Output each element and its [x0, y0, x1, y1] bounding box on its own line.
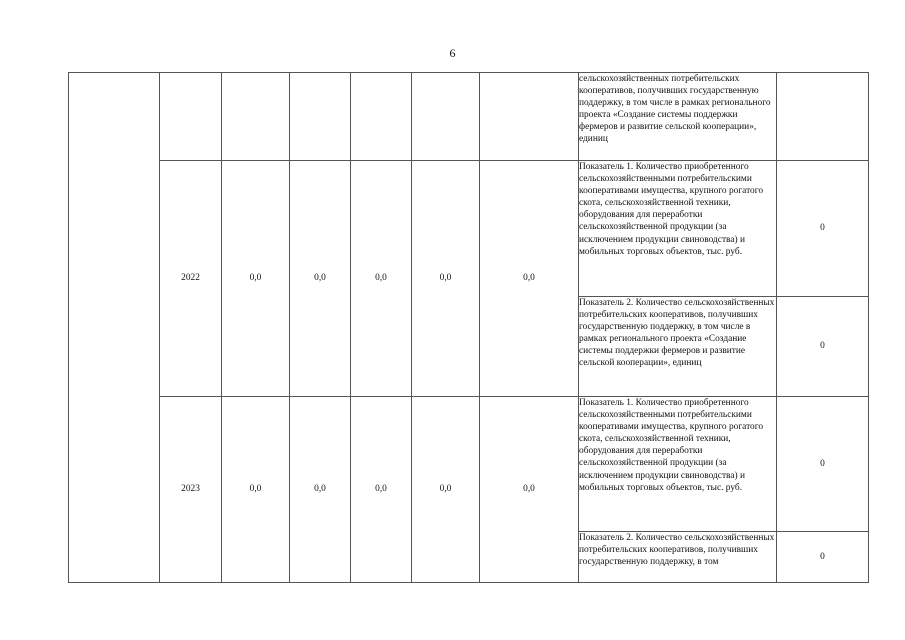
- indicator-text: Показатель 2. Количество сельскохозяйственных потребительских кооперативов, получивших государственную поддержку, в том числе в рамках регионального проекта «Создание системы поддержки фермеров и развитие сельской кооперации», единиц: [579, 297, 777, 397]
- funding-value: 0,0: [222, 161, 290, 397]
- funding-value: 0,0: [222, 397, 290, 583]
- indicator-value: 0: [777, 397, 869, 532]
- funding-value: 0,0: [351, 397, 412, 583]
- table-row: [69, 73, 869, 161]
- year-cell: 2023: [160, 397, 222, 583]
- indicator-value: 0: [777, 532, 869, 583]
- indicator-value: 0: [777, 161, 869, 297]
- funding-value: 0,0: [480, 397, 579, 583]
- year-cell: 2022: [160, 161, 222, 397]
- value-cell-empty: [412, 73, 480, 161]
- table-row: [69, 161, 869, 297]
- indicator-text: сельскохозяйственных потребительских кооперативов, получивших государственную поддержку, в том числе в рамках регионального проекта «Создание системы поддержки фермеров и развитие сельской кооперации», единиц: [579, 73, 777, 161]
- indicator-text: Показатель 2. Количество сельскохозяйственных потребительских кооперативов, получивших государственную поддержку, в том: [579, 532, 777, 583]
- table-row: [69, 397, 869, 532]
- funding-value: 0,0: [290, 397, 351, 583]
- value-cell-empty: [351, 73, 412, 161]
- indicator-text: Показатель 1. Количество приобретенного сельскохозяйственными потребительскими кооперативами имущества, крупного рогатого скота, сельскохозяйственной техники, оборудования для переработки сельскохозяйственной продукции (за исключением продукции свиноводства) и мобильных торговых объектов, тыс. руб.: [579, 397, 777, 532]
- page-number: 6: [449, 46, 456, 60]
- program-table: [68, 72, 869, 583]
- value-cell-empty: [290, 73, 351, 161]
- indicator-text: Показатель 1. Количество приобретенного сельскохозяйственными потребительскими кооперативами имущества, крупного рогатого скота, сельскохозяйственной техники, оборудования для переработки сельскохозяйственной продукции (за исключением продукции свиноводства) и мобильных торговых объектов, тыс. руб.: [579, 161, 777, 297]
- funding-value: 0,0: [480, 161, 579, 397]
- funding-value: 0,0: [351, 161, 412, 397]
- indicator-value: 0: [777, 297, 869, 397]
- year-cell-empty: [160, 73, 222, 161]
- funding-value: 0,0: [290, 161, 351, 397]
- funding-value: 0,0: [412, 161, 480, 397]
- value-cell-empty: [222, 73, 290, 161]
- indicator-value: [777, 73, 869, 161]
- funding-value: 0,0: [412, 397, 480, 583]
- program-name-cell: [69, 73, 160, 583]
- value-cell-empty: [480, 73, 579, 161]
